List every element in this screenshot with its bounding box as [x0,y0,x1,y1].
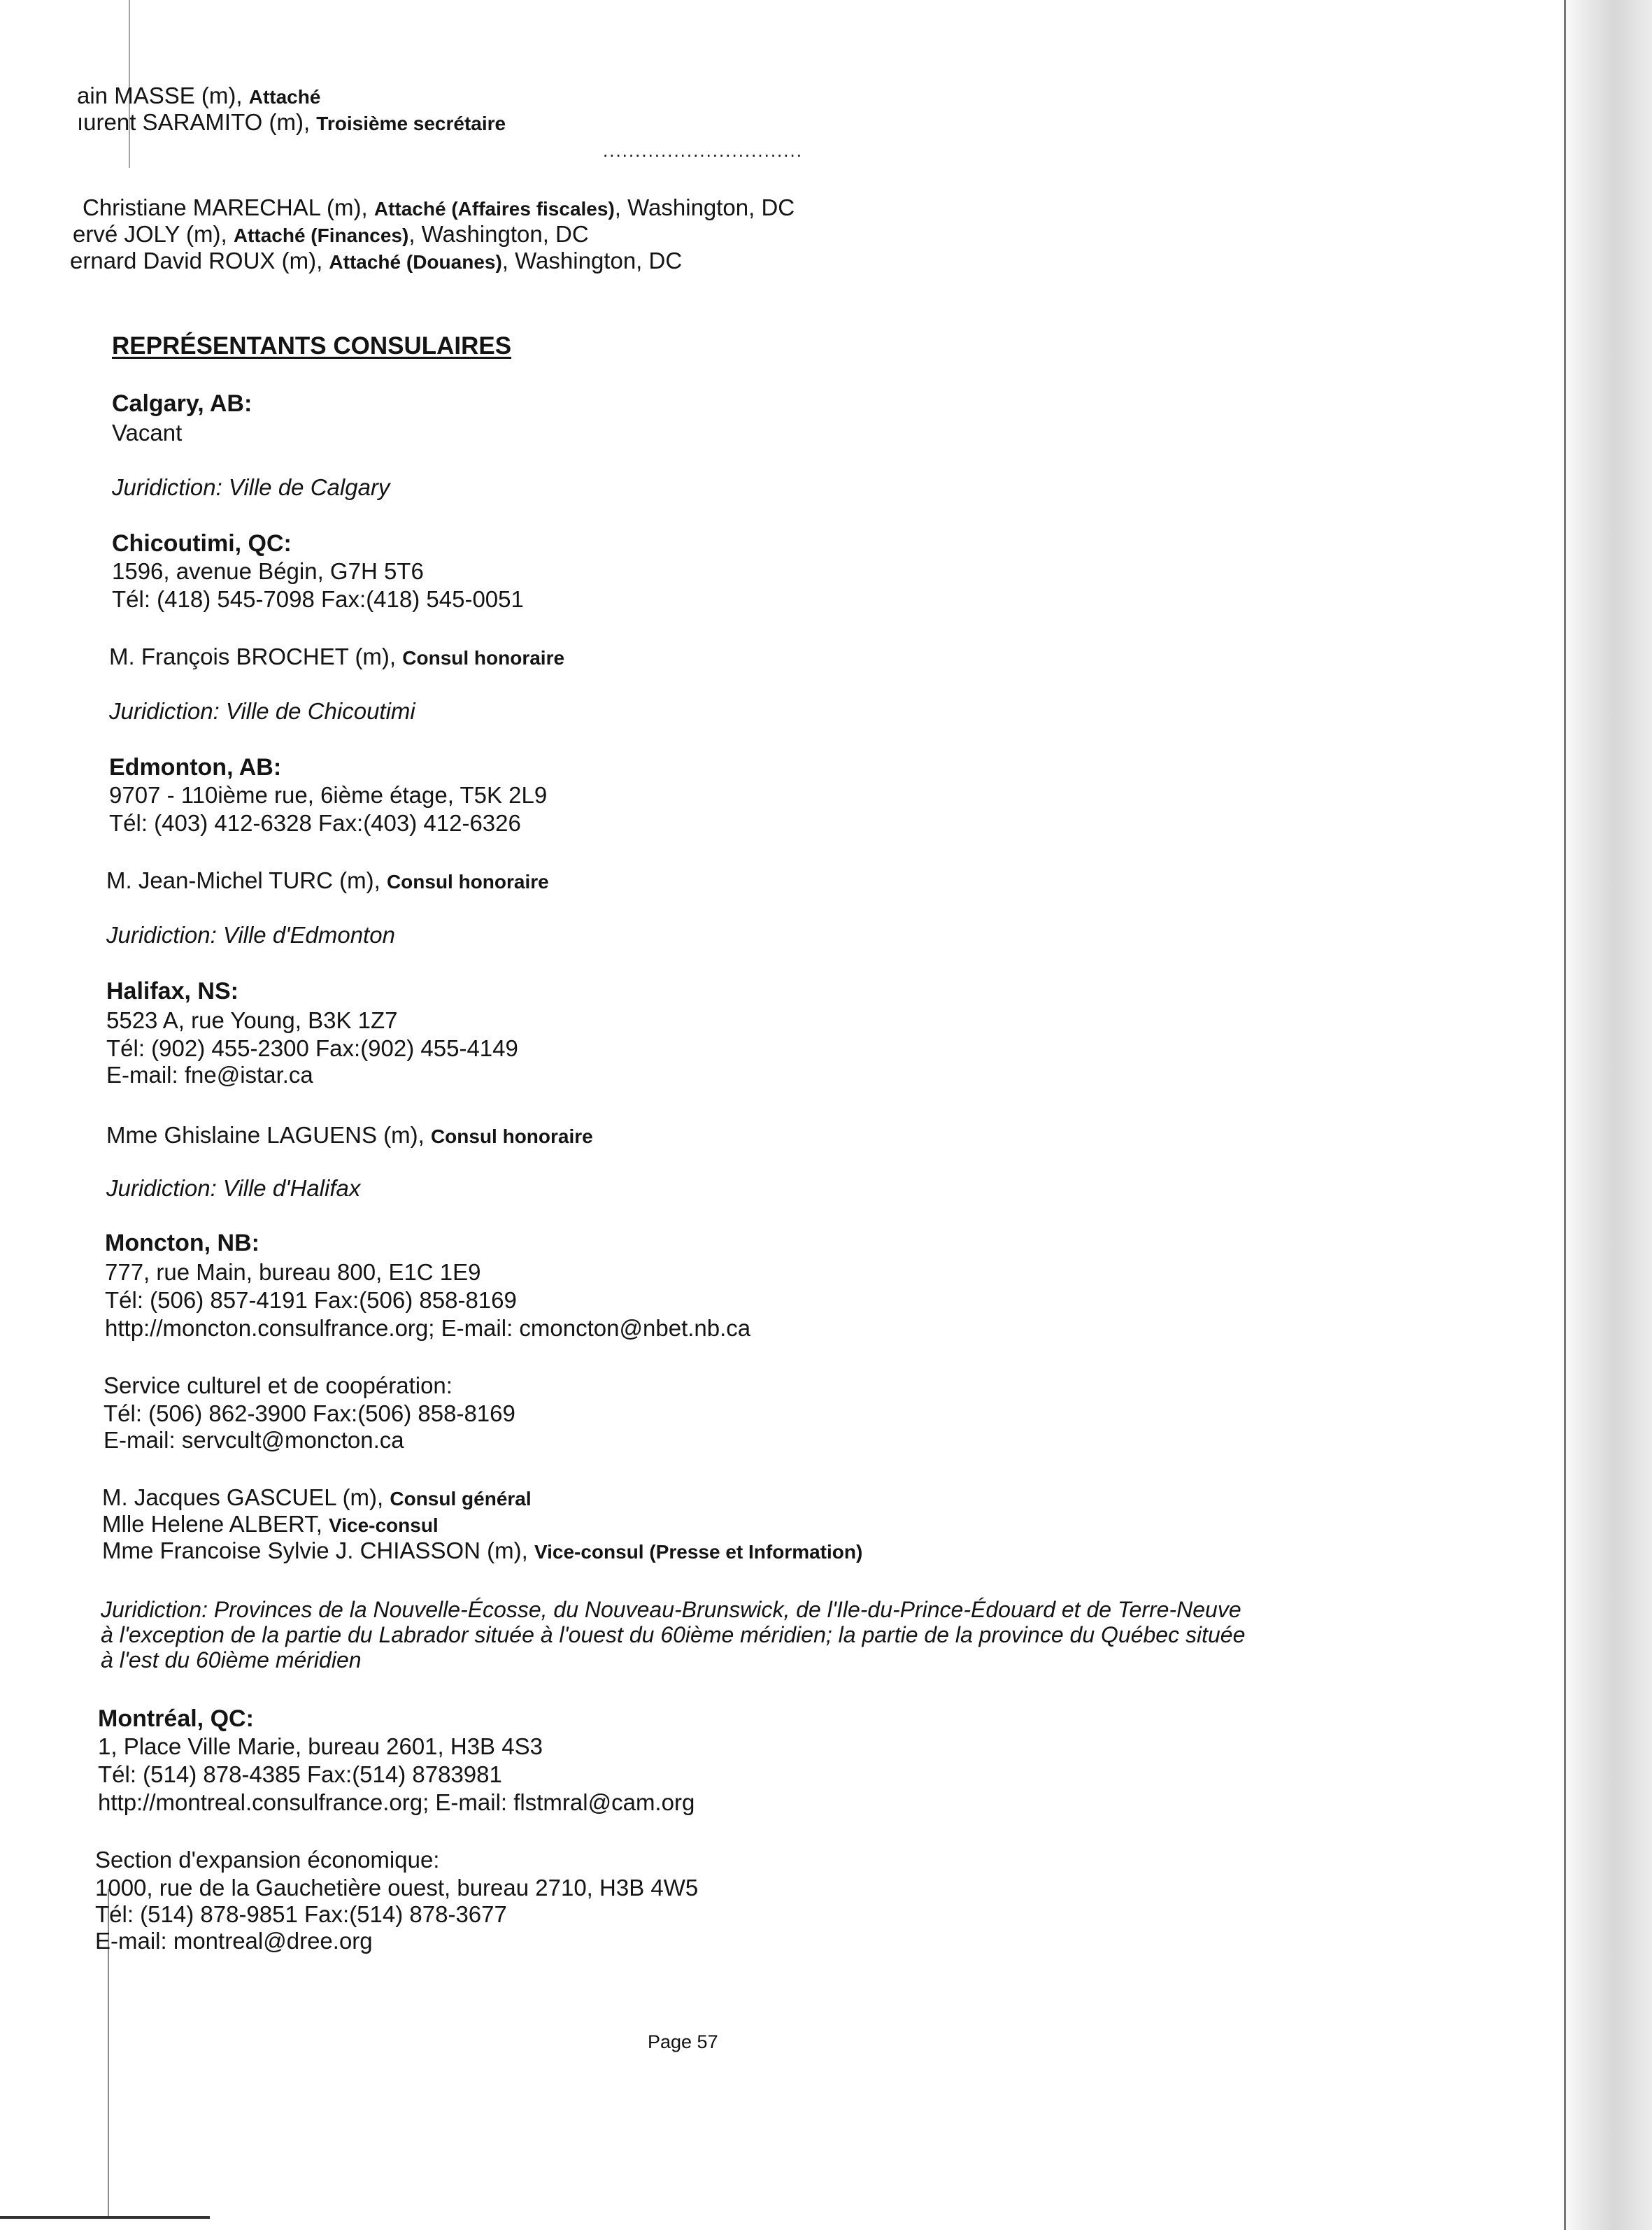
staff-line-roux: ernard David ROUX (m), Attaché (Douanes), Washington, DC [70,248,683,274]
edmonton-staff: M. Jean-Michel TURC (m), Consul honoraire [106,867,549,893]
halifax-jurisdiction: Juridiction: Ville d'Halifax [106,1175,361,1201]
calgary-jurisdiction: Juridiction: Ville de Calgary [112,474,390,500]
montreal-section-phone: Tél: (514) 878-9851 Fax:(514) 878-3677 [95,1901,507,1927]
moncton-service-title: Service culturel et de coopération: [104,1372,453,1398]
moncton-address: 777, rue Main, bureau 800, E1C 1E9 [105,1259,481,1285]
montreal-web: http://montreal.consulfrance.org; E-mail: flstmral@cam.org [98,1789,695,1815]
city-heading-chicoutimi: Chicoutimi, QC: [112,530,292,557]
montreal-section-title: Section d'expansion économique: [95,1847,440,1873]
staff-line-saramito: ıurent SARAMITO (m), Troisième secrétaire [77,109,506,135]
dotted-separator: ............................... [603,140,803,161]
moncton-service-phone: Tél: (506) 862-3900 Fax:(506) 858-8169 [104,1400,515,1426]
chicoutimi-jurisdiction: Juridiction: Ville de Chicoutimi [109,698,415,724]
scan-bottom-edge [0,2216,210,2219]
edmonton-jurisdiction: Juridiction: Ville d'Edmonton [106,922,395,948]
calgary-line: Vacant [112,420,183,446]
scan-right-edge-line [1564,0,1566,2230]
city-heading-edmonton: Edmonton, AB: [109,754,282,781]
halifax-email: E-mail: fne@istar.ca [106,1062,313,1088]
moncton-web: http://moncton.consulfrance.org; E-mail: cmoncton@nbet.nb.ca [105,1315,751,1341]
chicoutimi-address: 1596, avenue Bégin, G7H 5T6 [112,558,424,584]
section-title: REPRÉSENTANTS CONSULAIRES [112,332,512,360]
moncton-jurisdiction-line-1: Juridiction: Provinces de la Nouvelle-Écosse, du Nouveau-Brunswick, de l'Ile-du-Prince-Édouard et de Terre-Neuve [101,1597,1241,1622]
moncton-service-email: E-mail: servcult@moncton.ca [104,1427,404,1453]
moncton-jurisdiction-line-3: à l'est du 60ième méridien [101,1647,362,1672]
moncton-staff-gascuel: M. Jacques GASCUEL (m), Consul général [102,1484,532,1510]
page-number: Page 57 [648,2031,718,2052]
city-heading-calgary: Calgary, AB: [112,390,252,417]
halifax-staff: Mme Ghislaine LAGUENS (m), Consul honoraire [106,1122,593,1148]
chicoutimi-phone: Tél: (418) 545-7098 Fax:(418) 545-0051 [112,586,524,612]
edmonton-address: 9707 - 110ième rue, 6ième étage, T5K 2L9 [109,782,548,808]
moncton-staff-albert: Mlle Helene ALBERT, Vice-consul [102,1511,439,1537]
chicoutimi-staff: M. François BROCHET (m), Consul honoraire [109,644,565,669]
staff-line-marechal: Christiane MARECHAL (m), Attaché (Affaires fiscales), Washington, DC [83,194,795,220]
city-heading-moncton: Moncton, NB: [105,1230,259,1256]
montreal-address: 1, Place Ville Marie, bureau 2601, H3B 4S3 [98,1733,543,1759]
edmonton-phone: Tél: (403) 412-6328 Fax:(403) 412-6326 [109,810,521,836]
montreal-section-email: E-mail: montreal@dree.org [95,1928,373,1954]
staff-line-joly: ervé JOLY (m), Attaché (Finances), Washington, DC [73,221,589,247]
moncton-jurisdiction-line-2: à l'exception de la partie du Labrador située à l'ouest du 60ième méridien; la partie de la province du Québec située [101,1622,1246,1647]
scan-right-shadow [1558,0,1652,2230]
moncton-staff-chiasson: Mme Francoise Sylvie J. CHIASSON (m), Vice-consul (Presse et Information) [102,1537,863,1563]
city-heading-montreal: Montréal, QC: [98,1705,254,1732]
city-heading-halifax: Halifax, NS: [106,978,238,1004]
moncton-phone: Tél: (506) 857-4191 Fax:(506) 858-8169 [105,1287,517,1313]
halifax-address: 5523 A, rue Young, B3K 1Z7 [106,1007,398,1033]
montreal-phone: Tél: (514) 878-4385 Fax:(514) 8783981 [98,1761,502,1787]
montreal-section-address: 1000, rue de la Gauchetière ouest, bureau 2710, H3B 4W5 [95,1875,699,1901]
halifax-phone: Tél: (902) 455-2300 Fax:(902) 455-4149 [106,1035,518,1061]
staff-line-masse: ain MASSE (m), Attaché [77,83,321,108]
